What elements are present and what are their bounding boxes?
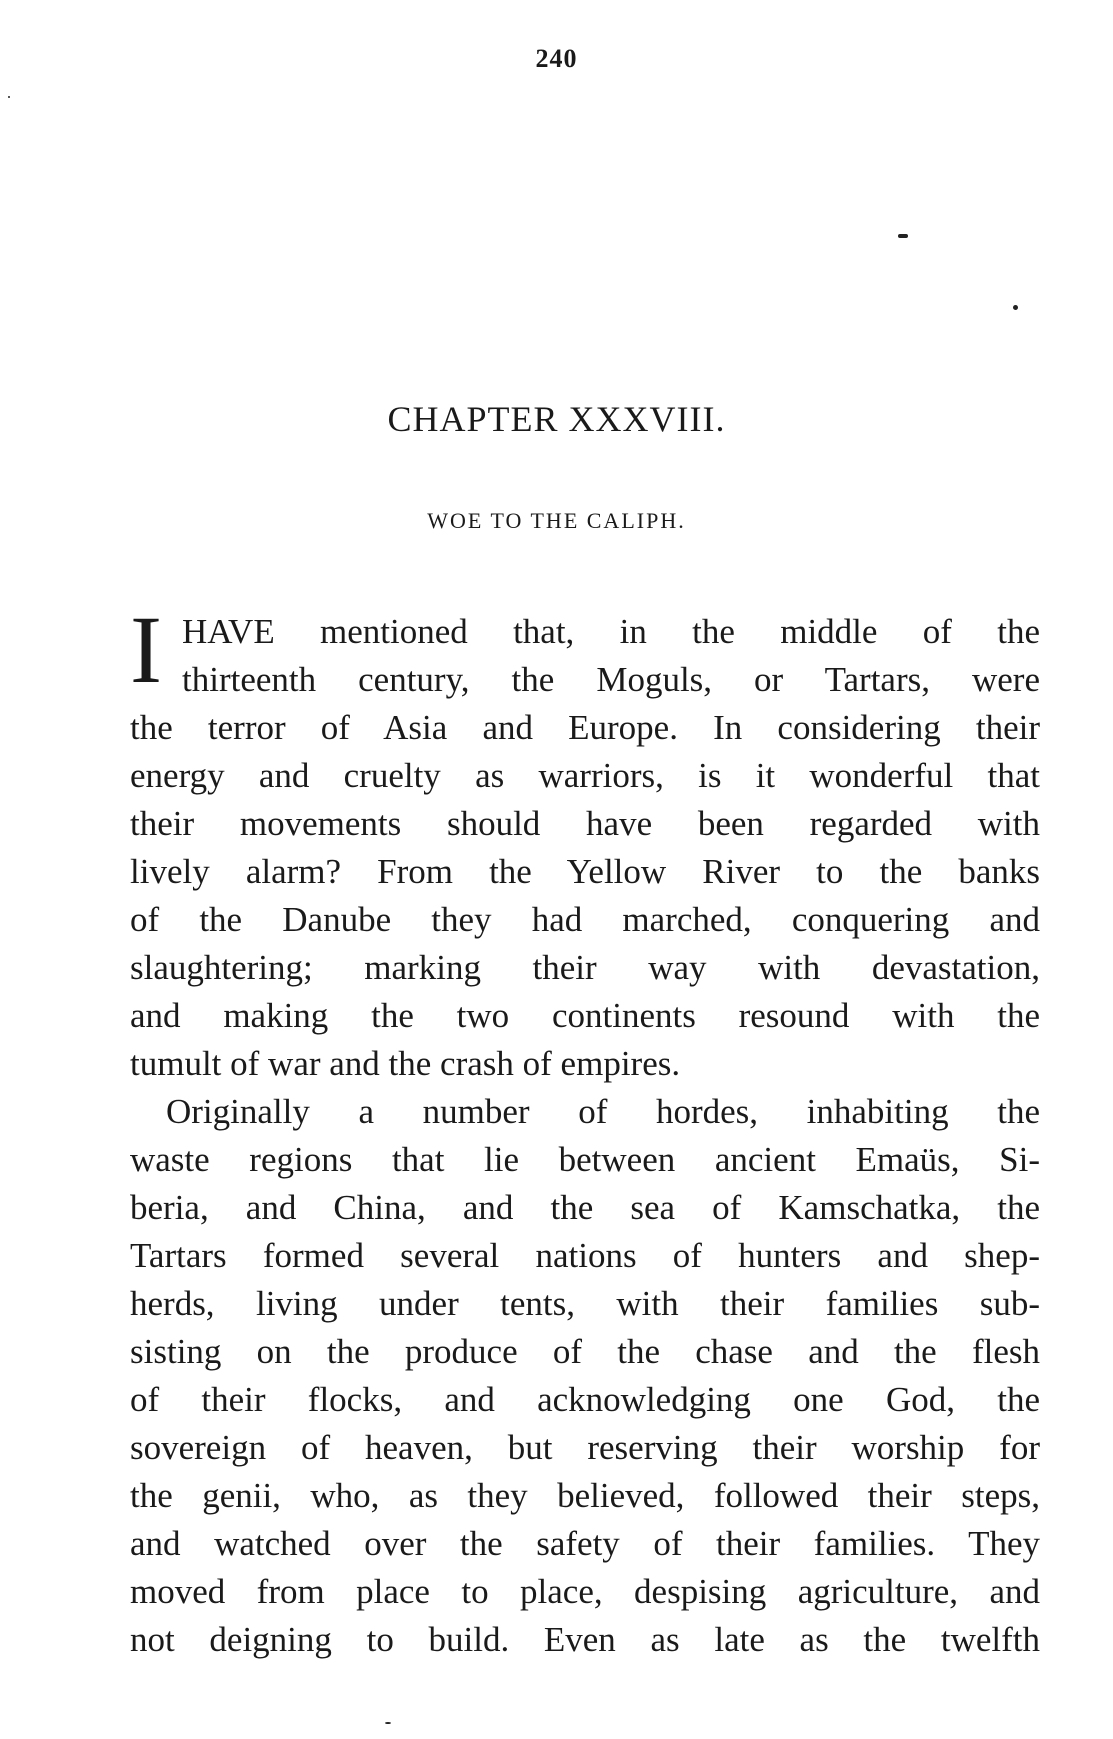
paragraph-line: energy and cruelty as warriors, is it wonderful that — [130, 756, 1040, 795]
paragraph-line: and watched over the safety of their families. They — [130, 1524, 1040, 1563]
paragraph-line: Originally a number of hordes, inhabiting the — [166, 1092, 1040, 1131]
page-number: 240 — [535, 44, 578, 73]
paragraph-line: sisting on the produce of the chase and the flesh — [130, 1332, 1040, 1371]
chapter-subtitle: WOE TO THE CALIPH. — [427, 508, 686, 533]
scan-speck — [1013, 305, 1018, 310]
paragraph-line: HAVE mentioned that, in the middle of the — [182, 612, 1040, 651]
paragraph-line: beria, and China, and the sea of Kamschatka, the — [130, 1188, 1040, 1227]
paragraph-line: of their flocks, and acknowledging one God, the — [130, 1380, 1040, 1419]
paragraph-2 — [130, 1088, 1040, 1664]
paragraph-line: and making the two continents resound with the — [130, 996, 1040, 1035]
paragraph-line: their movements should have been regarded with — [130, 804, 1040, 843]
body-text — [130, 596, 1040, 1664]
chapter-title: CHAPTER XXXVIII. — [387, 399, 726, 439]
paragraph-line: the genii, who, as they believed, followed their steps, — [130, 1476, 1040, 1515]
scan-speck — [385, 1722, 391, 1724]
paragraph-line: slaughtering; marking their way with devastation, — [130, 948, 1040, 987]
paragraph-line: lively alarm? From the Yellow River to the banks — [130, 852, 1040, 891]
paragraph-line: moved from place to place, despising agriculture, and — [130, 1572, 1040, 1611]
paragraph-line: not deigning to build. Even as late as the twelfth — [130, 1620, 1040, 1659]
paragraph-line: Tartars formed several nations of hunters and shep- — [130, 1236, 1040, 1275]
scan-speck — [898, 234, 908, 238]
paragraph-1 — [130, 596, 1040, 1088]
paragraph-line: herds, living under tents, with their families sub- — [130, 1284, 1040, 1323]
paragraph-line: thirteenth century, the Moguls, or Tartars, were — [182, 660, 1040, 699]
paragraph-line: sovereign of heaven, but reserving their worship for — [130, 1428, 1040, 1467]
scan-speck — [8, 96, 10, 98]
paragraph-line: tumult of war and the crash of empires. — [130, 1044, 681, 1083]
paragraph-line: of the Danube they had marched, conquering and — [130, 900, 1040, 939]
drop-cap: I — [130, 596, 162, 703]
paragraph-line: waste regions that lie between ancient Emaüs, Si- — [130, 1140, 1040, 1179]
paragraph-line: the terror of Asia and Europe. In considering their — [130, 708, 1040, 747]
